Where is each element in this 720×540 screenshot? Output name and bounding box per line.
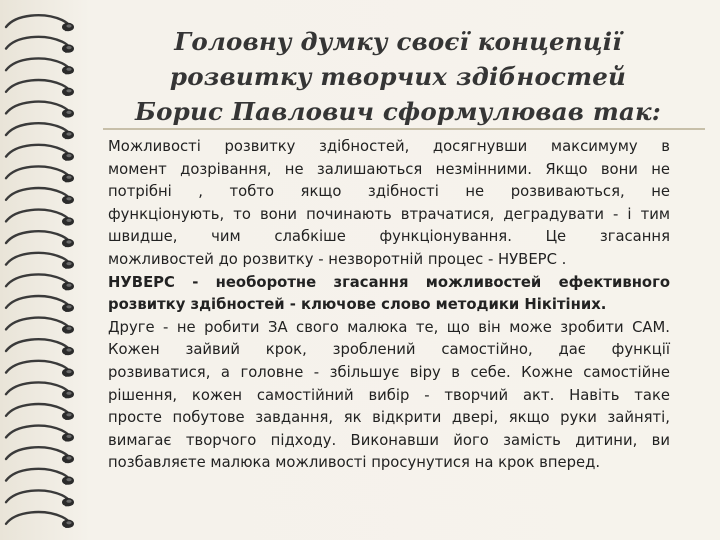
- spiral-coil: [6, 37, 74, 53]
- body-line-11: розвиватися, а головне - збільшує віру в себе. Кожне самостійне: [108, 363, 670, 381]
- body-line-4: функціонують, то вони починають втрачатися, деградувати - і тим: [108, 205, 670, 223]
- spiral-coil: [6, 447, 74, 463]
- spiral-coil: [6, 512, 74, 528]
- spiral-coil: [6, 426, 74, 442]
- spiral-coil: [6, 15, 74, 31]
- body-line-3: потрібні , тобто якщо здібності не розвиваються, не: [108, 183, 670, 201]
- body-line-7: НУВЕРС - необоротне згасання можливостей ефективного: [108, 273, 670, 291]
- body-line-13: просте побутове завдання, як відкрити двері, якщо руки зайняті,: [108, 409, 670, 427]
- spiral-binding: [0, 8, 84, 532]
- body-line-12: рішення, кожен самостійний вибір - творчий акт. Навіть таке: [108, 386, 670, 404]
- body-line-8: розвитку здібностей - ключове слово методики Нікітіних.: [108, 296, 607, 314]
- body-line-5: швидше, чим слабкіше функціонування. Це згасання: [108, 228, 670, 246]
- body-line-9: Друге - не робити ЗА свого малюка те, що він може зробити САМ.: [108, 318, 670, 336]
- body-line-10: Кожен зайвий крок, зроблений самостійно, дає функції: [108, 341, 670, 359]
- body-line-1: Можливості розвитку здібностей, досягнувши максимуму в: [108, 138, 670, 155]
- title-line-2: розвитку творчих здібностей: [169, 62, 627, 91]
- spiral-coil: [6, 490, 74, 506]
- spiral-coil: [6, 339, 74, 355]
- spiral-coil: [6, 102, 74, 118]
- spiral-coil: [6, 382, 74, 398]
- title-line-1: Головну думку своєї концепції: [174, 27, 622, 56]
- body-text: [108, 136, 670, 475]
- spiral-coil: [6, 123, 74, 139]
- body-line-15: позбавляєте малюка можливості просунутися на крок вперед.: [108, 454, 601, 472]
- spiral-coil: [6, 469, 74, 485]
- spiral-coil: [6, 318, 74, 334]
- spiral-coil: [6, 145, 74, 161]
- spiral-coil: [6, 274, 74, 290]
- body-line-14: вимагає творчого підходу. Виконавши його замість дитини, ви: [108, 431, 670, 449]
- spiral-coil: [6, 166, 74, 182]
- spiral-coil: [6, 231, 74, 247]
- spiral-coil: [6, 58, 74, 74]
- spiral-coil: [6, 361, 74, 377]
- spiral-coil: [6, 404, 74, 420]
- spiral-coil: [6, 188, 74, 204]
- spiral-coil: [6, 296, 74, 312]
- slide-title: [96, 24, 700, 129]
- spiral-coil: [6, 80, 74, 96]
- body-line-2: момент дозрівання, не залишаються незмінними. Якщо вони не: [108, 160, 670, 178]
- body-line-6: можливостей до розвитку - незворотній процес - НУВЕРС .: [108, 250, 567, 268]
- title-divider: [103, 128, 705, 130]
- spiral-coil: [6, 210, 74, 226]
- spiral-coil: [6, 253, 74, 269]
- title-line-3: Борис Павлович сформулював так:: [134, 97, 662, 126]
